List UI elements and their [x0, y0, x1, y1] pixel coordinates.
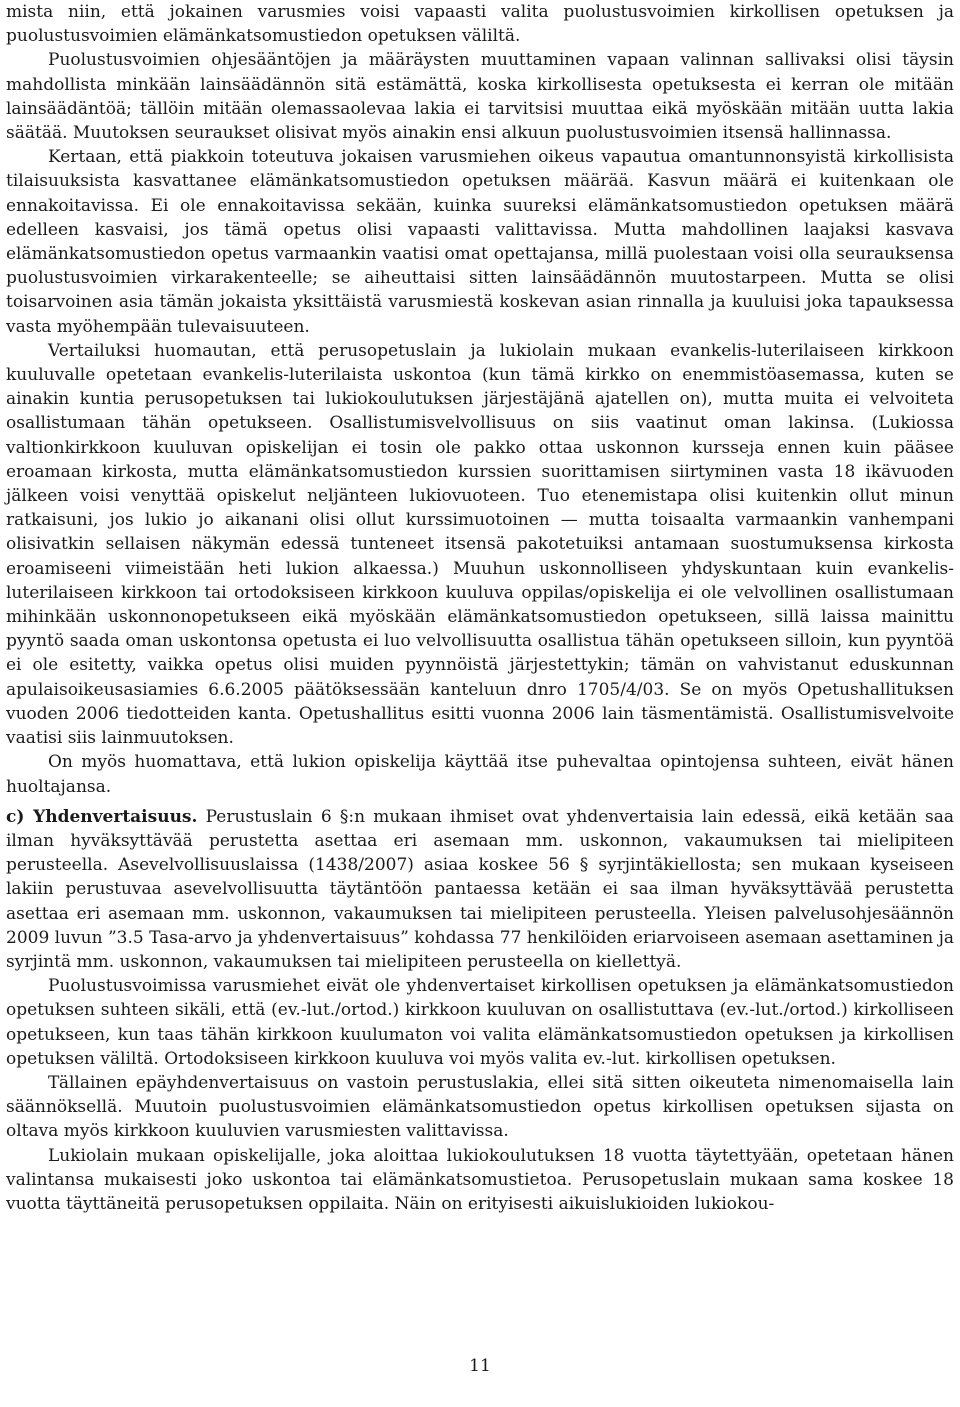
paragraph-7: Tällainen epäyhdenvertaisuus on vastoin perustuslakia, ellei sitä sitten oikeuteta nimenomaisella lain säännöksellä. Muutoin puolustusvoimien elämänkatsomustiedon opetus kirkollisen opetuksen sijasta on oltava myös kirkkoon kuuluvien varusmiesten valittavissa. [6, 1072, 954, 1142]
paragraph-5 [6, 805, 954, 974]
paragraph-3: Vertailuksi huomautan, että perusopetuslain ja lukiolain mukaan evankelis-luterilaiseen kirkkoon kuuluvalle opetetaan evankelis-luterilaista uskontoa (kun tämä kirkko on enemmistöasemassa, kuten se ainakin kuntia perusopetuksen tai lukiokoulutuksen järjestäjänä ajatellen on), mutta muita ei velvoiteta osallistumaan tähän opetukseen. Osallistumisvelvollisuus on siis vaatinut oman lakinsa. (Lukiossa valtionkirkkoon kuuluvan opiskelijan ei tosin ole pakko ottaa uskonnon kursseja ennen kuin pääsee eroamaan kirkosta, mutta elämänkatsomustiedon kurssien suorittamisen siirtyminen vasta 18 ikävuoden jälkeen voisi venyttää opiskelut neljänteen lukiovuoteen. Tuo etenemistapa olisi kuitenkin ollut minun ratkaisuni, jos lukio jo aikanani olisi ollut kurssimuotoinen — mutta toisaalta varmaankin vanhempani olisivatkin sellaisen näkymän edessä tunteneet itsensä pakotetuiksi antamaan suostumuksensa kirkosta eroamiseeni viimeistään heti lukion alkaessa.) Muuhun uskonnolliseen yhdyskuntaan kuin evankelis-luterilaiseen kirkkoon tai ortodoksiseen kirkkoon kuuluva oppilas/opiskelija ei ole velvollinen osallistumaan mihinkään uskonnonopetukseen eikä myöskään elämänkatsomustiedon opetukseen, sillä laissa mainittu pyyntö saada oman uskontonsa opetusta ei luo velvollisuutta osallistua tähän opetukseen silloin, kun pyyntöä ei ole esitetty, vaikka opetus olisi muiden pyynnöistä järjestettykin; tämän on vahvistanut eduskunnan apulaisoikeusasiamies 6.6.2005 päätöksessään kanteluun dnro 1705/4/03. Se on myös Opetushallituksen vuoden 2006 tiedotteiden kanta. Opetushallitus esitti vuonna 2006 lain täsmentämistä. Osallistumisvelvoite vaatisi siis lainmuutoksen. [6, 340, 954, 749]
page-number: 11 [469, 1356, 491, 1376]
paragraph-8: Lukiolain mukaan opiskelijalle, joka aloittaa lukiokoulutuksen 18 vuotta täytettyään, opetetaan hänen valintansa mukaisesti joko uskontoa tai elämänkatsomustietoa. Perusopetuslain mukaan sama koskee 18 vuotta täyttäneitä perusopetuksen oppilaita. Näin on erityisesti aikuislukioiden lukiokou- [6, 1145, 954, 1214]
section-heading: c) Yhdenvertaisuus. [6, 806, 198, 827]
paragraph-0: mista niin, että jokainen varusmies voisi vapaasti valita puolustusvoimien kirkollisen opetuksen ja puolustusvoimien elämänkatsomustiedon opetuksen väliltä. [6, 2, 954, 47]
paragraph-2: Kertaan, että piakkoin toteutuva jokaisen varusmiehen oikeus vapautua omantunnonsyistä kirkollisista tilaisuuksista kasvattanee elämänkatsomustiedon opetuksen määrää. Kasvun määrä ei kuitenkaan ole ennakoitavissa. Ei ole ennakoitavissa sekään, kuinka suureksi elämänkatsomustiedon opetuksen määrä edelleen kasvaisi, jos tämä opetus olisi vapaasti valittavissa. Mutta mahdollinen laajaksi kasvava elämänkatsomustiedon opetus varmaankin vaatisi omat opettajansa, millä puolestaan voisi olla seurauksensa puolustusvoimien virkarakenteelle; se aiheuttaisi sitten lainsäädännön muutostarpeen. Mutta se olisi toisarvoinen asia tämän jokaista yksittäistä varusmiestä koskevan asian rinnalla ja kuuluisi joka tapauksessa vasta myöhempään tulevaisuuteen. [6, 147, 954, 337]
paragraph-1: Puolustusvoimien ohjesääntöjen ja määräysten muuttaminen vapaan valinnan sallivaksi olisi täysin mahdollista minkään lainsäädännön sitä estämättä, koska kirkollisesta opetuksesta ei kerran ole mitään lainsäädäntöä; tällöin mitään olemassaolevaa lakia ei tarvitsisi muuttaa eikä myöskään mitään uutta lakia säätää. Muutoksen seuraukset olisivat myös ainakin ensi alkuun puolustusvoimien itsensä hallinnassa. [6, 50, 954, 144]
paragraph-5-text: Perustuslain 6 §:n mukaan ihmiset ovat yhdenvertaisia lain edessä, eikä ketään saa ilman hyväksyttävää perustetta asettaa eri asemaan mm. uskonnon, vakaumuksen tai mielipiteen perusteella. Asevelvollisuuslaissa (1438/2007) asiaa koskee 56 § syrjintäkiellosta; sen mukaan kyseiseen lakiin perustuvaa asevelvollisuutta täytäntöön pantaessa ketään ei saa ilman hyväksyttävää perustetta asettaa eri asemaan mm. uskonnon, vakaumuksen tai mielipiteen perusteella. Yleisen palvelusohjesäännön 2009 luvun ”3.5 Tasa-arvo ja yhdenvertaisuus” kohdassa 77 henkilöiden eriarvoiseen asemaan asettaminen ja syrjintä mm. uskonnon, vakaumuksen tai mielipiteen perusteella on kiellettyä. [6, 806, 955, 972]
paragraph-6: Puolustusvoimissa varusmiehet eivät ole yhdenvertaiset kirkollisen opetuksen ja elämänkatsomustiedon opetuksen suhteen sikäli, että (ev.-lut./ortod.) kirkkoon kuuluvan on osallistuttava (ev.-lut./ortod.) kirkolliseen opetukseen, kun taas tähän kirkkoon kuulumaton voi valita elämänkatsomustiedon opetuksen ja kirkollisen opetuksen väliltä. Ortodoksiseen kirkkoon kuuluva voi myös valita ev.-lut. kirkollisen opetuksen. [6, 976, 954, 1069]
paragraph-4: On myös huomattava, että lukion opiskelija käyttää itse puhevaltaa opintojensa suhteen, eivät hänen huoltajansa. [6, 752, 954, 797]
document-page [6, 0, 954, 1216]
